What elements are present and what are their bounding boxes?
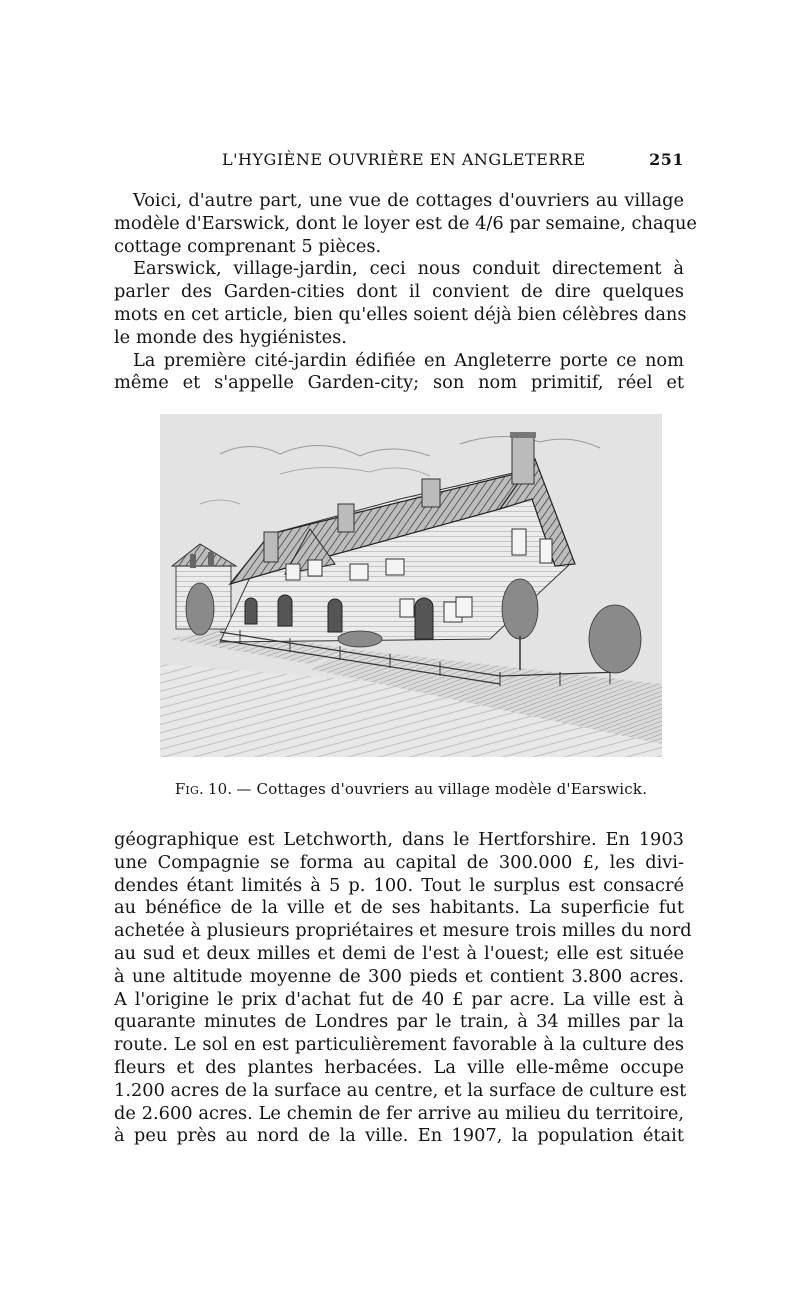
text-line: au sud et deux milles et demi de l'est à l'ouest; elle est située [114,942,684,964]
text-line: La première cité-jardin édifiée en Angleterre porte ce nom [133,349,684,371]
text-line: 1.200 acres de la surface au centre, et la surface de culture est [114,1079,687,1101]
page-number: 251 [649,150,684,169]
text-line: fleurs et des plantes herbacées. La ville elle-même occupe [114,1056,684,1078]
text-line: parler des Garden-cities dont il convient de dire quelques [114,281,684,303]
cottages-engraving [160,414,662,757]
figure-caption [160,780,662,798]
text-line: cottage comprenant 5 pièces. [114,235,382,257]
text-line: route. Le sol en est particulièrement favorable à la culture des [114,1034,684,1056]
text-line: dendes étant limités à 5 p. 100. Tout le surplus est consacré [114,874,684,896]
running-title: L'HYGIÈNE OUVRIÈRE EN ANGLETERRE [222,150,586,169]
text-line: Voici, d'autre part, une vue de cottages d'ouvriers au village [133,190,684,211]
body-text-bottom [114,829,692,1148]
text-line: à une altitude moyenne de 300 pieds et contient 3.800 acres. [114,965,684,987]
figure-number: 10. [207,780,233,798]
text-line: au bénéfice de la ville et de ses habitants. La superficie fut [114,897,684,919]
figure-label: Fig. [174,780,204,798]
text-line: de 2.600 acres. Le chemin de fer arrive au milieu du territoire, [114,1102,684,1124]
text-line: le monde des hygiénistes. [114,326,347,348]
text-line: à peu près au nord de la ville. En 1907, la population était [114,1125,684,1147]
text-line: achetée à plusieurs propriétaires et mesure trois milles du nord [114,920,692,942]
text-line: même et s'appelle Garden-city; son nom primitif, réel et [114,372,684,394]
text-line: quarante minutes de Londres par le train, à 34 milles par la [114,1011,684,1033]
text-line: géographique est Letchworth, dans le Hertforshire. En 1903 [114,829,684,850]
text-line: modèle d'Earswick, dont le loyer est de 4/6 par semaine, chaque [114,212,697,234]
text-line: mots en cet article, bien qu'elles soient déjà bien célèbres dans [114,303,687,325]
text-line: A l'origine le prix d'achat fut de 40 £ par acre. La ville est à [114,988,684,1010]
text-line: Earswick, village-jardin, ceci nous conduit directement à [133,258,684,280]
body-text-top [114,190,697,395]
figure-caption-text: — Cottages d'ouvriers au village modèle d'Earswick. [236,780,648,798]
text-line: une Compagnie se forma au capital de 300.000 £, les divi- [114,851,684,873]
